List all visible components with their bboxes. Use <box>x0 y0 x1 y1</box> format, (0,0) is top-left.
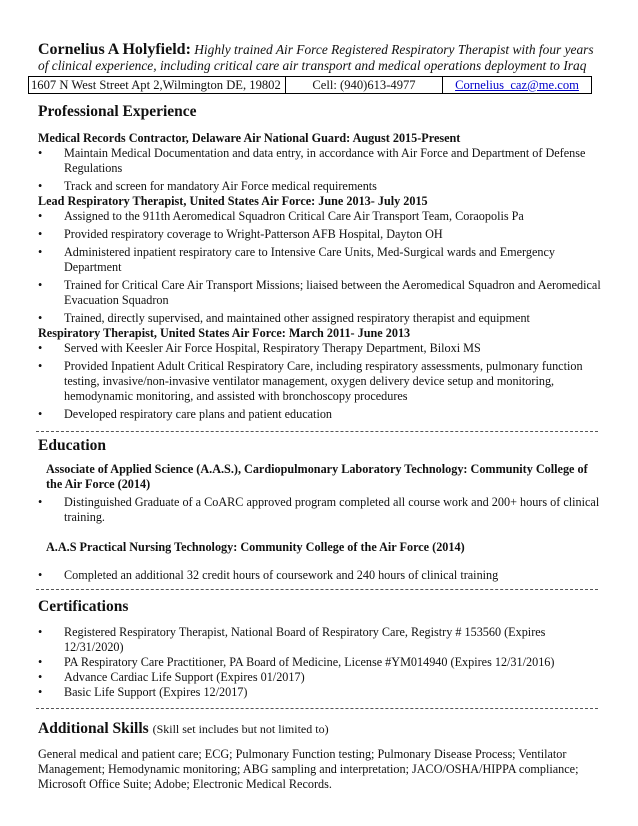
list-item: • Basic Life Support (Expires 12/2017) <box>38 685 602 700</box>
job-entry <box>38 194 602 326</box>
degree-bullets <box>38 495 602 525</box>
degree-title: Associate of Applied Science (A.A.S.), Cardiopulmonary Laboratory Technology: Community College of the Air Force (2014) <box>46 462 588 491</box>
list-item: • PA Respiratory Care Practitioner, PA Board of Medicine, License #YM014940 (Expires 12/31/2016) <box>38 655 602 670</box>
skills-heading: Additional Skills <box>38 720 149 737</box>
degree-entry <box>38 462 602 525</box>
list-item: • Served with Keesler Air Force Hospital, Respiratory Therapy Department, Biloxi MS <box>38 341 602 356</box>
job-bullets <box>38 209 602 326</box>
list-item: • Track and screen for mandatory Air Force medical requirements <box>38 179 602 194</box>
list-item: • Provided Inpatient Adult Critical Respiratory Care, including respiratory assessments, pulmonary function testing, invasive/non-invasive ventilator management, oxygen delivery device setup and monitoring, hemodynamic monitoring, and assisted with bronchoscopy procedures <box>38 359 602 404</box>
job-title: Respiratory Therapist, United States Air Force: March 2011- June 2013 <box>38 326 411 340</box>
list-item: • Developed respiratory care plans and patient education <box>38 407 602 422</box>
resume-page <box>31 41 602 792</box>
contact-bar <box>28 76 592 94</box>
candidate-tagline: Highly trained Air Force Registered Respiratory Therapist with four years of clinical experience, including critical care air transport and medical operations deployment to Iraq <box>38 42 594 73</box>
section-divider <box>36 708 598 709</box>
job-title: Medical Records Contractor, Delaware Air National Guard: August 2015-Present <box>38 131 461 145</box>
list-item: • Advance Cardiac Life Support (Expires 01/2017) <box>38 670 602 685</box>
section-title-education: Education <box>38 437 107 454</box>
contact-email-link[interactable]: Cornelius_caz@me.com <box>455 78 579 92</box>
contact-cell: Cell: (940)613-4977 <box>286 77 443 93</box>
section-divider <box>36 431 598 432</box>
job-bullets <box>38 341 602 422</box>
list-item: • Trained, directly supervised, and maintained other assigned respiratory therapist and equipment <box>38 311 602 326</box>
list-item: • Registered Respiratory Therapist, National Board of Respiratory Care, Registry # 153560 (Expires 12/31/2020) <box>38 625 602 655</box>
certifications-list <box>38 625 602 700</box>
list-item: • Trained for Critical Care Air Transport Missions; liaised between the Aeromedical Squadron and Aeromedical Evacuation Squadron <box>38 278 602 308</box>
list-item: • Distinguished Graduate of a CoARC approved program completed all course work and 200+ hours of clinical training. <box>38 495 602 525</box>
list-item: • Provided respiratory coverage to Wright-Patterson AFB Hospital, Dayton OH <box>38 227 602 242</box>
section-divider <box>36 589 598 590</box>
section-title-certifications: Certifications <box>38 598 129 615</box>
skills-subheading: (Skill set includes but not limited to) <box>152 722 329 736</box>
list-item: • Assigned to the 911th Aeromedical Squadron Critical Care Air Transport Team, Coraopolis Pa <box>38 209 602 224</box>
job-entry <box>38 131 602 194</box>
section-title-skills <box>38 719 602 739</box>
list-item: • Administered inpatient respiratory care to Intensive Care Units, Med-Surgical wards and Emergency Department <box>38 245 602 275</box>
list-item: • Maintain Medical Documentation and data entry, in accordance with Air Force and Department of Defense Regulations <box>38 146 602 176</box>
section-title-experience: Professional Experience <box>38 103 197 120</box>
contact-address: 1607 N West Street Apt 2,Wilmington DE, 19802 <box>29 77 286 93</box>
degree-entry <box>38 540 602 583</box>
job-entry <box>38 326 602 422</box>
header-name-line <box>38 42 602 74</box>
job-title: Lead Respiratory Therapist, United States Air Force: June 2013- July 2015 <box>38 194 428 208</box>
degree-bullets <box>38 568 602 583</box>
degree-title: A.A.S Practical Nursing Technology: Community College of the Air Force (2014) <box>46 540 465 554</box>
candidate-name: Cornelius A Holyfield: <box>38 41 191 58</box>
skills-text: General medical and patient care; ECG; Pulmonary Function testing; Pulmonary Disease Process; Ventilator Management; Hemodynamic monitoring; ABG sampling and interpretation; JACO/OSHA/HIPPA compliance; Microsoft Office Suite; Adobe; Electronic Medical Records. <box>38 747 579 791</box>
list-item: • Completed an additional 32 credit hours of coursework and 240 hours of clinical training <box>38 568 602 583</box>
job-bullets <box>38 146 602 194</box>
